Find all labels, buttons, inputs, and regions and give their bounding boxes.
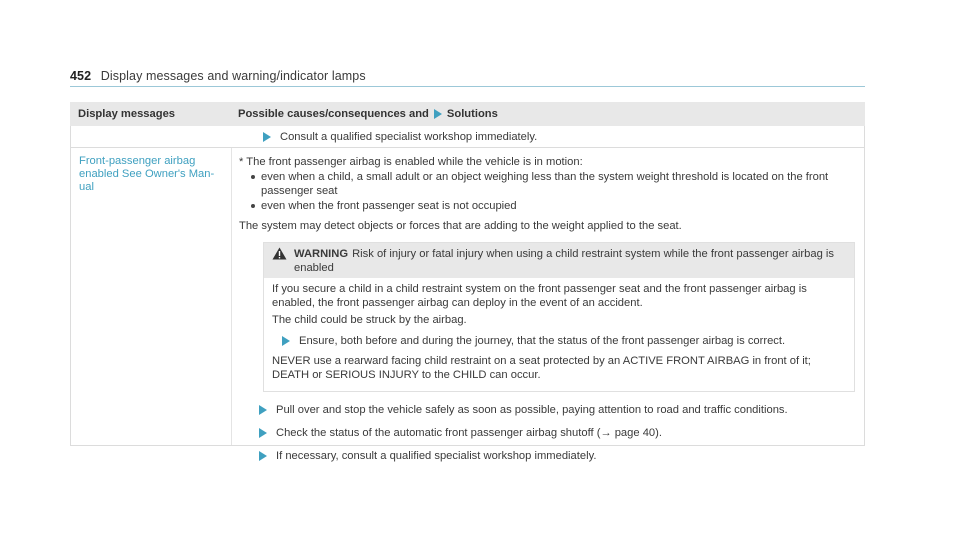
step-text: If necessary, consult a qualified specialist workshop immediately. (276, 450, 597, 462)
col-header-solutions-label: Solutions (446, 108, 498, 120)
triangle-right-icon (263, 132, 271, 142)
bullet-text: even when a child, a small adult or an object weighing less than the system weight threshold is located on the front passenger seat (261, 171, 829, 197)
step-text: Ensure, both before and during the journey, that the status of the front passenger airbag is correct. (299, 335, 786, 347)
page-number: 452 (70, 69, 92, 83)
page-title: Display messages and warning/indicator lamps (100, 69, 366, 83)
bullet-icon (251, 175, 255, 179)
triangle-right-icon (434, 109, 442, 119)
warning-body (264, 278, 854, 391)
solution-step (259, 449, 859, 463)
triangle-right-icon (259, 451, 267, 461)
detect-text: The system may detect objects or forces that are adding to the weight applied to the seat. (239, 220, 682, 232)
cause-intro: * The front passenger airbag is enabled while the vehicle is in motion: (239, 156, 583, 168)
display-message-text: Front-passenger airbag enabled See Owner's Man- ual (79, 155, 215, 193)
warning-label: WARNING (294, 248, 349, 260)
column-divider (231, 148, 232, 445)
triangle-right-icon (259, 428, 267, 438)
col-header-causes-label: Possible causes/consequences and (238, 108, 429, 120)
triangle-right-icon (259, 405, 267, 415)
solution-step (259, 403, 859, 417)
step-text: Pull over and stop the vehicle safely as soon as possible, paying attention to road and traffic conditions. (276, 404, 788, 416)
warning-paragraph: If you secure a child in a child restraint system on the front passenger seat and the front passenger airbag is enabled, the front passenger airbag can deploy in the event of an accident. (272, 283, 807, 309)
solution-step (259, 426, 859, 440)
header-rule (70, 86, 865, 87)
bullet-icon (251, 204, 255, 208)
solution-step (263, 130, 537, 144)
warning-heading (272, 247, 846, 275)
col-header-causes (231, 107, 865, 121)
list-item (239, 199, 859, 213)
warning-paragraph: The child could be struck by the airbag. (272, 314, 467, 326)
warning-step (282, 334, 846, 348)
bullet-text: even when the front passenger seat is not occupied (261, 200, 517, 212)
warning-title: Risk of injury or fatal injury when using a child restraint system while the front passenger airbag is enabled (294, 248, 834, 274)
table-row (70, 126, 865, 148)
col-header-display-messages: Display messages (78, 108, 176, 120)
warning-header (264, 243, 854, 278)
warning-triangle-icon (272, 247, 287, 264)
table-header (70, 102, 865, 126)
page-header (70, 69, 366, 83)
triangle-right-icon (282, 336, 290, 346)
step-text: Check the status of the automatic front passenger airbag shutoff (→ page 40). (276, 427, 662, 439)
list-item (239, 170, 859, 198)
display-messages-table (70, 102, 865, 462)
table-row (70, 148, 865, 462)
warning-box (263, 242, 855, 392)
causes-and-solutions (239, 155, 859, 463)
step-text: Consult a qualified specialist workshop immediately. (280, 131, 538, 143)
warning-paragraph: NEVER use a rearward facing child restraint on a seat protected by an ACTIVE FRONT AIRBAG in front of it; DEATH or SERIOUS INJURY to the CHILD can occur. (272, 355, 811, 381)
